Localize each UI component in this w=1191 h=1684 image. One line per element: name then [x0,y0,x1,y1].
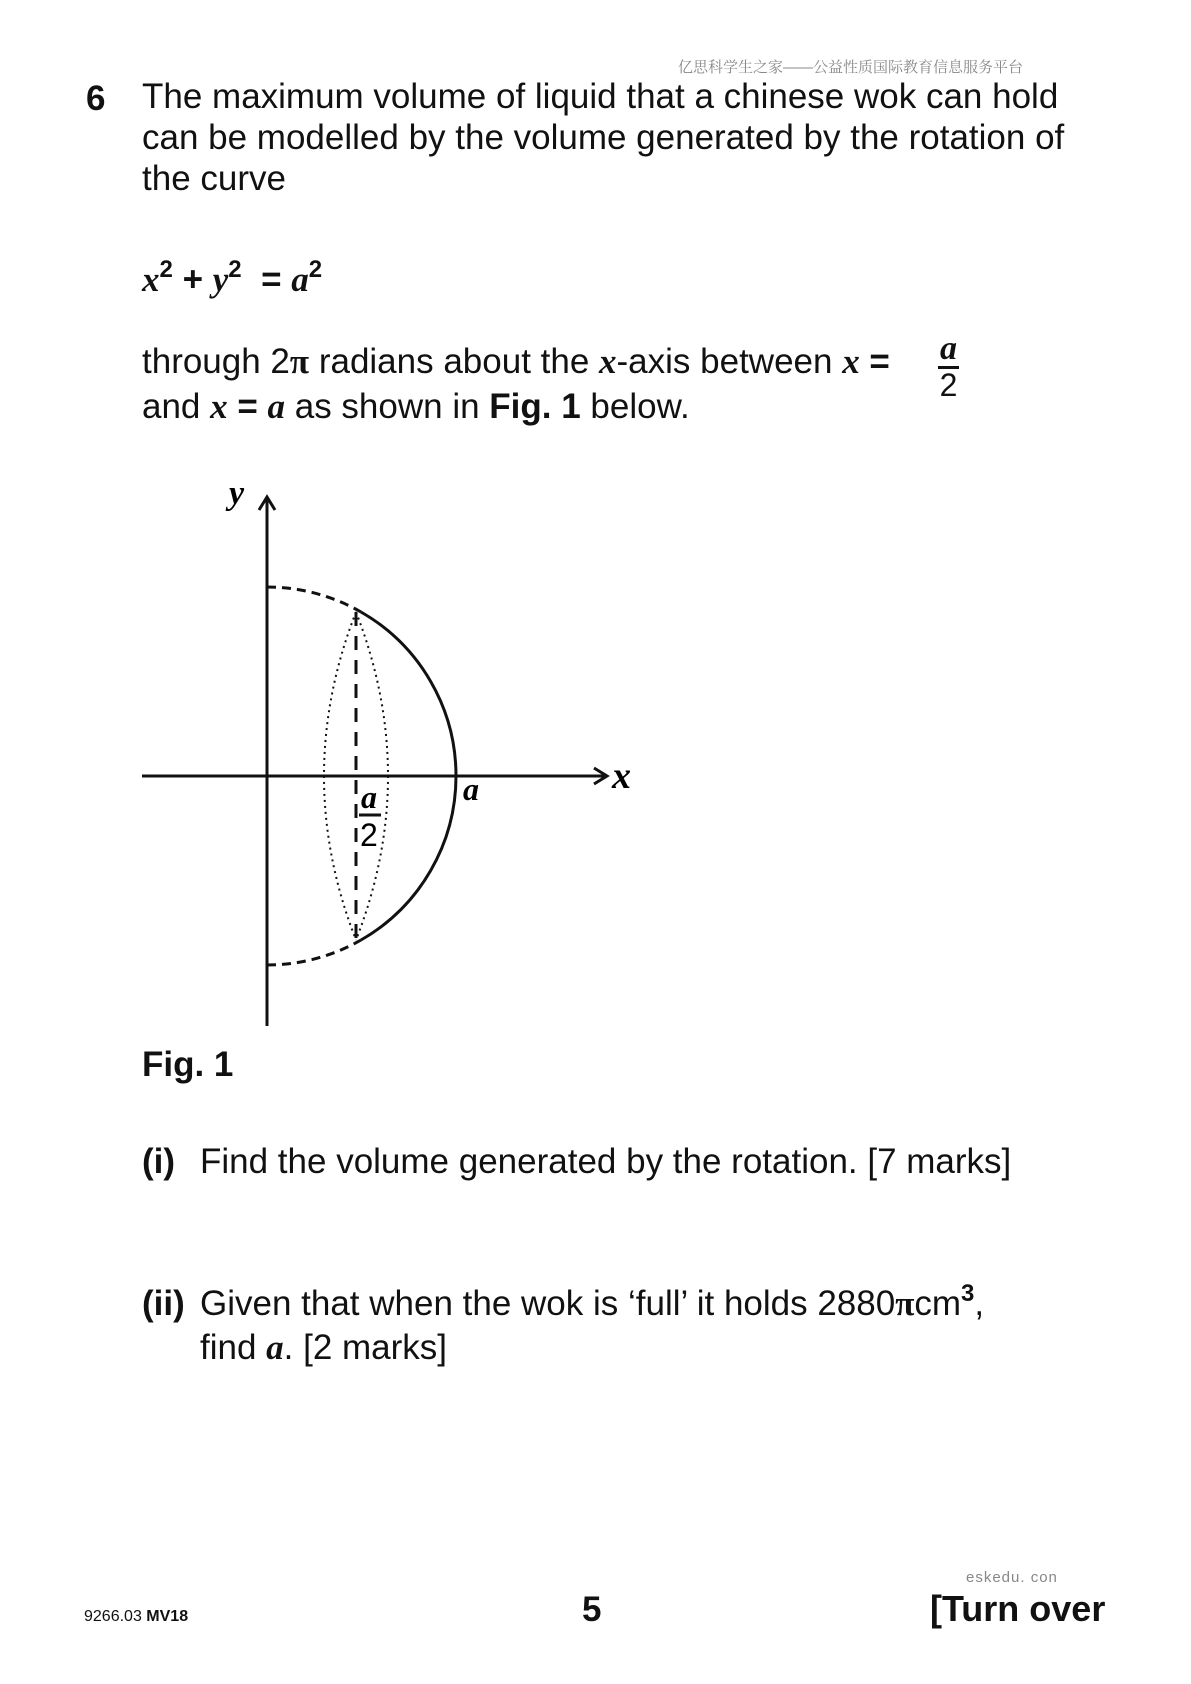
question-number: 6 [86,79,106,118]
header-watermark: 亿思科学生之家——公益性质国际教育信息服务平台 [678,59,1024,76]
part-ii-line-2 [142,1326,447,1370]
through-xvar-2: x [842,342,860,381]
part-ii-text-post: , [974,1284,985,1323]
question-intro-line-1: The maximum volume of liquid that a chinese wok can hold [142,77,1059,116]
eq-x: x [142,260,160,299]
through-frac-den: 2 [939,367,958,403]
figure-label: Fig. 1 [142,1045,234,1084]
through-text-1: through 2 [142,342,290,381]
part-ii-unit: cm [914,1284,962,1323]
curve-dashed-lower [267,940,361,965]
eq-exp-y: 2 [228,256,242,283]
through-pi: π [289,342,310,381]
eq-exp-a: 2 [308,256,323,283]
part-ii [142,1272,984,1370]
a-label: a [463,771,479,807]
eq-a: a [291,260,309,299]
and-fig-ref: Fig. 1 [489,387,581,426]
through-eq: = [859,342,900,381]
question-intro-line-2: can be modelled by the volume generated by the rotation of [142,118,1065,157]
eq-plus: + [172,260,213,299]
eq-y: y [212,260,229,299]
question-intro-line-3: the curve [142,159,286,198]
and-xvar: x [210,387,228,426]
part-ii-avar: a [266,1328,284,1367]
part-i [142,1140,1011,1184]
footer-code-number: 9266.03 [84,1608,142,1625]
part-ii-text-1: Given that when the wok is ‘full’ it holds 2880 [200,1284,896,1323]
footer-watermark: eskedu. con [966,1569,1058,1586]
through-text-2: radians about the [309,342,600,381]
through-frac-num: a [940,330,957,367]
through-text-3: -axis between [616,342,843,381]
eq-exp-x: 2 [159,256,173,283]
half-label-den: 2 [360,817,378,853]
part-ii-unit-exp: 3 [961,1280,975,1307]
and-text-2: as shown in [285,387,490,426]
and-eq: = [227,387,268,426]
through-xvar: x [599,342,617,381]
footer-code [84,1608,188,1626]
page-number: 5 [582,1590,602,1629]
turn-over: [Turn over [930,1588,1106,1629]
and-text-3: below. [580,387,690,426]
x-axis-label: x [612,755,631,797]
part-ii-pi: π [895,1284,915,1323]
and-text-1: and [142,387,211,426]
y-axis-label: y [229,475,245,512]
part-i-label: (i) [142,1142,176,1181]
part-ii-label: (ii) [142,1284,185,1323]
curve-dashed-upper [267,587,361,612]
part-ii-marks: . [2 marks] [283,1328,448,1367]
footer-code-bold: MV18 [146,1608,189,1625]
half-label-num: a [361,779,377,815]
eq-equals: = [241,260,292,299]
part-ii-find: find [200,1328,267,1367]
and-avar: a [267,387,286,426]
part-i-text: Find the volume generated by the rotation. [7 marks] [200,1142,1012,1181]
